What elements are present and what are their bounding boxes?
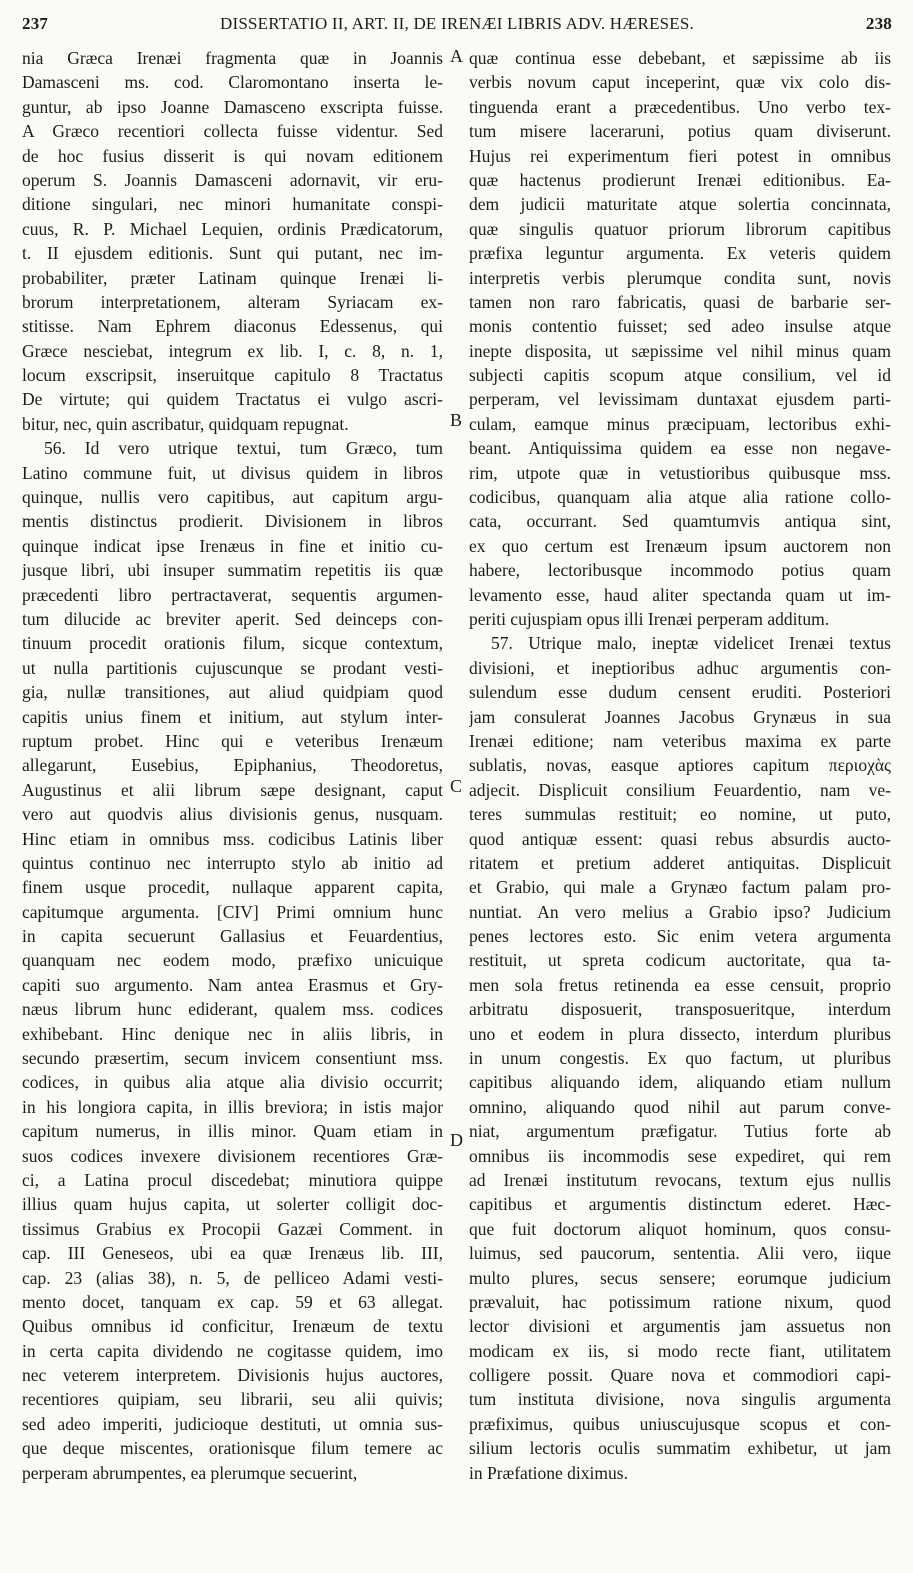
text-line: men sola fretus retinenda ea esse censuit, proprio (469, 974, 891, 995)
text-line: cap. III Geneseos, ubi ea quæ Irenæus lib. III, (22, 1243, 443, 1264)
text-line: capitumque argumenta. [CIV] Primi omnium hunc (22, 901, 443, 922)
text-line: stitisse. Nam Ephrem diaconus Edessenus, qui (22, 316, 443, 337)
text-line: colligere possit. Quare nova et commodiori capi- (469, 1365, 891, 1386)
text-line: uno et eodem in plura dissecto, interdum pluribus (469, 1023, 891, 1044)
text-line: arbitratu disposuerit, transposueritque, interdum (469, 999, 891, 1020)
text-line: culam, eamque minus præcipuam, lectoribus exhi- (469, 413, 891, 434)
text-line: divisioni, et ineptioribus adhuc argumentis con- (469, 657, 891, 678)
text-line: in capita secuerunt Gallasius et Feuardentius, (22, 926, 443, 947)
text-line: capiti suo argumento. Nam antea Erasmus et Gry- (22, 974, 443, 995)
text-line: tissimus Grabius ex Procopii Gazæi Comment. in (22, 1218, 443, 1239)
text-line: locum exscripsit, inseruitque capitulo 8 Tractatus (22, 365, 443, 386)
text-line: levamento esse, haud aliter spectanda quam ut im- (469, 584, 891, 605)
text-line: jam consulerat Joannes Jacobus Grynæus in sua (469, 706, 891, 727)
text-line: De virtute; qui quidem Tractatus ei vulgo ascri- (22, 389, 443, 410)
text-line: quinque, nullis vero capitibus, aut capitum argu- (22, 487, 443, 508)
page-header (22, 8, 892, 38)
text-line: tamen non raro fabricatis, quasi de barbarie ser- (469, 291, 891, 312)
text-line: que deque miscentes, orationisque filum temere ac (22, 1438, 443, 1459)
text-line: in certa capita dividendo ne cogitasse quidem, imo (22, 1340, 443, 1361)
text-line: Hinc etiam in omnibus mss. codicibus Latinis liber (22, 828, 443, 849)
text-line: ad Irenæi institutum revocans, textum ejus nullis (469, 1169, 891, 1190)
text-line: beant. Antiquissima quidem ea esse non negave- (469, 438, 891, 459)
text-line: probabiliter, præter Latinam quinque Irenæi li- (22, 267, 443, 288)
text-line: interpretis verbis plerumque condita sunt, novis (469, 267, 891, 288)
text-line: omnino, aliquando quod nihil aut parum conve- (469, 1096, 891, 1117)
text-line: mento docet, tanquam ex cap. 59 et 63 allegat. (22, 1291, 443, 1312)
text-line: ut nulla partitionis cujuscunque se prodant vesti- (22, 657, 443, 678)
text-line: prævaluit, hac potissimum ratione nixum, quod (469, 1291, 891, 1312)
text-line: capitis unius finem et initium, aut stylum inter- (22, 706, 443, 727)
text-line: codices, in quibus alia atque alia divisio occurrit; (22, 1072, 443, 1093)
text-line: Latino commune fuit, ut divisus quidem in libros (22, 462, 443, 483)
text-line: silium lectoris oculis summatim exhibetur, ut jam (469, 1438, 891, 1459)
text-line: Augustinus et alii librum sæpe designant, caput (22, 779, 443, 800)
text-line: codicibus, quanquam alia atque alia ratione collo- (469, 487, 891, 508)
text-line: tum instituta divisione, nova singulis argumenta (469, 1389, 891, 1410)
text-line: Damasceni ms. cod. Claromontano inserta le- (22, 72, 443, 93)
text-line: præfiximus, quibus uniuscujusque scopus et con- (469, 1413, 891, 1434)
text-line: præfixa leguntur argumenta. Ex veteris quidem (469, 243, 891, 264)
text-line: Hujus rei experimentum fieri potest in omnibus (469, 145, 891, 166)
page-number-right: 238 (865, 14, 892, 33)
text-line: exhibebant. Hinc denique nec in aliis libris, in (22, 1023, 443, 1044)
text-line: vero aut quodvis alius divisionis genus, nusquam. (22, 804, 443, 825)
text-line: suos codices invexere divisionem recentiores Græ- (22, 1145, 443, 1166)
text-line: in Præfatione diximus. (469, 1462, 628, 1483)
text-line: tinguenda erant a præcedentibus. Uno verbo tex- (469, 96, 891, 117)
text-line: teres summulas restituit; eo nomine, ut puto, (469, 804, 891, 825)
text-line: nia Græca Irenæi fragmenta quæ in Joannis (22, 48, 443, 68)
text-line: brorum interpretationem, alteram Syriacam ex- (22, 291, 443, 312)
text-line: monis contentio fuisset; sed adeo insulse atque (469, 316, 891, 337)
text-line: ritatem et pretium adderet antiquitas. Displicuit (469, 852, 891, 873)
text-line: secundo præsertim, secum invicem consentiunt mss. (22, 1048, 443, 1069)
text-line: mentis distinctus prodierit. Divisionem in libros (22, 511, 443, 532)
text-line: illius quam hujus capita, ut solerter colligit doc- (22, 1194, 443, 1215)
text-line: cata, occurrant. Sed quamtumvis antiqua sint, (469, 511, 891, 532)
text-line: recentiores quipiam, seu librarii, seu alii quivis; (22, 1389, 443, 1410)
text-line: guntur, ab ipso Joanne Damasceno exscripta fuisse. (22, 96, 443, 117)
text-line: restituit, ut spreta codicum auctoritate, qua ta- (469, 950, 891, 971)
margin-marker-d: D (450, 1130, 463, 1150)
text-line: perperam abrumpentes, ea plerumque secuerint, (22, 1462, 358, 1483)
text-line: luimus, sed paucorum, sententia. Alii vero, iique (469, 1243, 891, 1264)
margin-marker-a: A (450, 46, 463, 66)
text-line: cuus, R. P. Michael Lequien, ordinis Prædicatorum, (22, 218, 443, 239)
margin-marker-c: C (450, 776, 463, 796)
text-line: dem judicii maturitate atque solertia concinnata, (469, 194, 891, 215)
text-line: multo plures, secus sensere; eorumque judicium (469, 1267, 891, 1288)
text-line: t. II ejusdem editionis. Sunt qui putant, nec im- (22, 243, 443, 264)
text-line: sublatis, novas, easque aptiores capitum περιοχὰς (469, 755, 891, 776)
text-line: ditione singulari, nec minori humanitate conspi- (22, 194, 443, 215)
text-line: capitibus aliquando idem, aliquando etiam nullum (469, 1072, 891, 1093)
text-line: quanquam nec eodem modo, præfixo unicuique (22, 950, 443, 971)
text-line: jusque libri, ubi insuper summatim repetitis iis quæ (22, 560, 443, 581)
text-line: 57. Utrique malo, ineptæ videlicet Irenæi textus (491, 633, 891, 654)
text-line: næus librum hunc ediderant, qualem mss. codices (22, 999, 443, 1020)
text-line: in unum congestis. Ex quo factum, ut pluribus (469, 1048, 891, 1069)
text-line: quæ singulis quatuor priorum librorum capitibus (469, 218, 891, 239)
page-number-left: 237 (22, 14, 49, 33)
text-line: quinque indicat ipse Irenæus in fine et initio cu- (22, 535, 443, 556)
text-line: 56. Id vero utrique textui, tum Græco, tum (44, 438, 443, 459)
text-line: modicam ex iis, si modo recte fiant, utilitatem (469, 1340, 891, 1361)
text-line: Græce nesciebat, integrum ex lib. I, c. 8, n. 1, (22, 340, 443, 361)
text-line: quæ hactenus prodierunt Irenæi editionibus. Ea- (469, 169, 891, 190)
text-line: bitur, nec, quin ascribatur, quidquam repugnat. (22, 413, 349, 434)
left-column (22, 46, 443, 1485)
text-line: inepte disposita, ut sæpissime vel nihil minus quam (469, 340, 891, 361)
text-line: nec veterem interpretem. Divisionis hujus auctores, (22, 1365, 443, 1386)
text-line: lector divisioni et argumentis jam assuetus non (469, 1316, 891, 1337)
text-line: præcedenti libro pertractaverat, sequentis argumen- (22, 584, 443, 605)
text-line: subjecti capitis scopum atque consilium, vel id (469, 365, 891, 386)
text-line: finem usque procedit, nullaque apparent capita, (22, 877, 443, 898)
text-line: penes lectores esto. Sic enim vetera argumenta (469, 926, 891, 947)
margin-marker-b: B (450, 410, 463, 430)
text-line: A Græco recentiori collecta fuisse videntur. Sed (22, 121, 443, 142)
text-line: verbis novum caput inceperint, quæ vix colo dis- (469, 72, 891, 93)
text-line: sed adeo imperiti, judicioque destituti, ut omnia sus- (22, 1413, 443, 1434)
text-line: sulendum esse dudum censent eruditi. Posteriori (469, 682, 891, 703)
text-line: Irenæi editione; nam veteribus maxima ex parte (469, 730, 891, 751)
text-line: tum dilucide ac breviter aperit. Sed deinceps con- (22, 608, 443, 629)
text-line: perperam, vel levissimam duntaxat ejusdem parti- (469, 389, 891, 410)
text-line: habere, lectoribusque incommodo potius quam (469, 560, 891, 581)
text-line: cap. 23 (alias 38), n. 5, de pelliceo Adami vesti- (22, 1267, 443, 1288)
text-line: que fuit doctorum aliquot hominum, quos consu- (469, 1218, 891, 1239)
text-line: nuntiat. An vero melius a Grabio ipso? Judicium (469, 901, 891, 922)
text-line: adjecit. Displicuit consilium Feuardentio, nam ve- (469, 779, 891, 800)
text-line: et Grabio, qui male a Grynæo factum palam pro- (469, 877, 891, 898)
text-line: tum misere laceraruni, potius quam diviserunt. (469, 121, 891, 142)
text-line: ci, a Latina procul discedebat; minutiora quippe (22, 1169, 443, 1190)
text-line: ex quo certum est Irenæum ipsum auctorem non (469, 535, 891, 556)
text-line: de hoc fusius disserit is qui novam editionem (22, 145, 443, 166)
text-line: Quibus omnibus id conficitur, Irenæum de textu (22, 1316, 443, 1337)
text-line: rim, utpote quæ in vetustioribus quibusque mss. (469, 462, 891, 483)
text-line: capitum numerus, in illis minor. Quam etiam in (22, 1121, 443, 1142)
text-line: operum S. Joannis Damasceni adornavit, vir eru- (22, 169, 443, 190)
text-line: ruptum probet. Hinc qui e veteribus Irenæum (22, 730, 443, 751)
text-line: quintus continuo nec interrupto stylo ab initio ad (22, 852, 443, 873)
text-line: allegarunt, Eusebius, Epiphanius, Theodoretus, (22, 755, 443, 776)
text-line: niat, argumentum præfigatur. Tutius forte ab (469, 1121, 891, 1142)
text-line: periti cujuspiam opus illi Irenæi perperam additum. (469, 608, 830, 629)
text-line: tinuum procedit orationis filum, sicque contextum, (22, 633, 443, 654)
running-title: DISSERTATIO II, ART. II, DE IRENÆI LIBRIS ADV. HÆRESES. (219, 14, 694, 33)
text-line: in his longiora capita, in illis breviora; in istis major (22, 1096, 443, 1117)
text-line: quæ continua esse debebant, et sæpissime ab iis (469, 48, 891, 68)
text-line: capitibus et argumentis distinctum ederet. Hæc- (469, 1194, 891, 1215)
text-line: omnibus iis incommodis sese expediret, qui rem (469, 1145, 891, 1166)
text-line: quod antiquæ essent: quasi rebus absurdis aucto- (469, 828, 891, 849)
right-column (469, 46, 891, 1485)
text-line: gia, nullæ transitiones, aut aliud quidpiam quod (22, 682, 443, 703)
